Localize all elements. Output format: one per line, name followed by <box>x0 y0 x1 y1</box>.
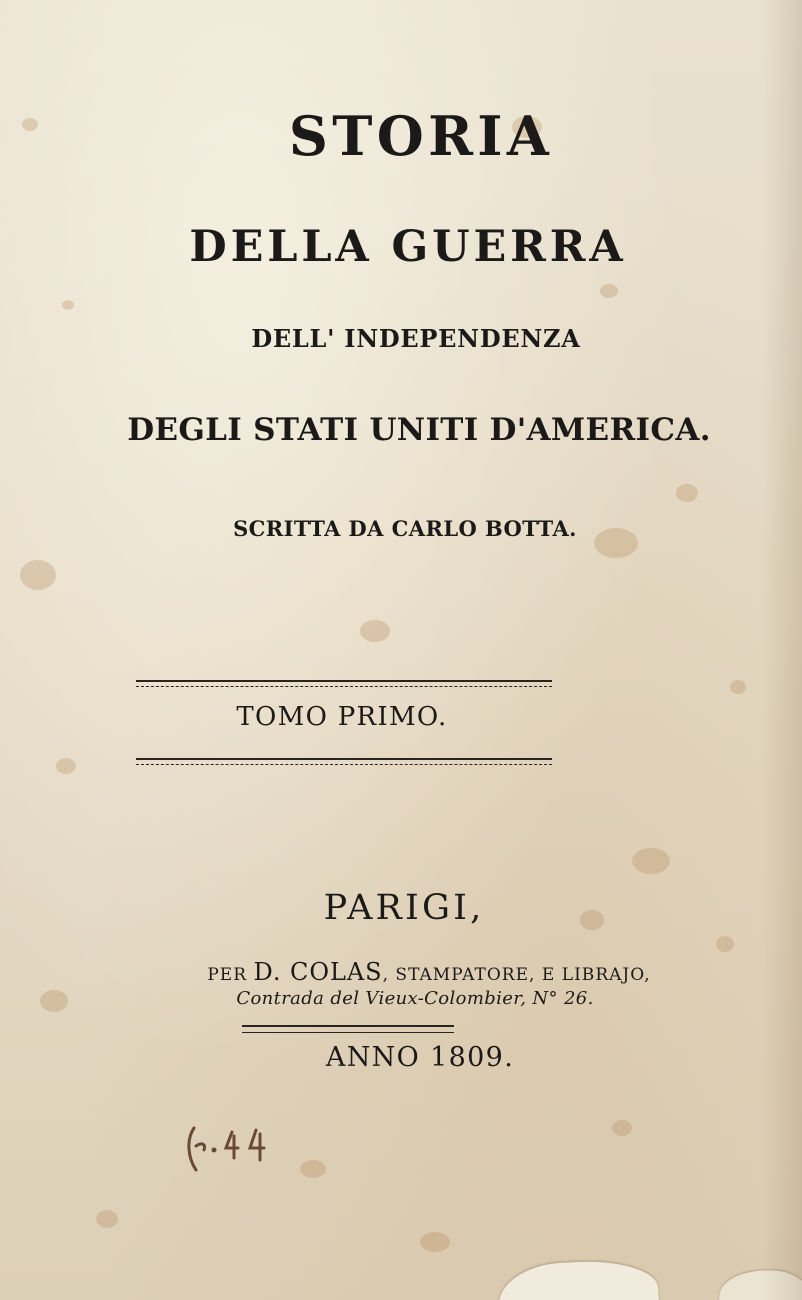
publisher-suffix: , STAMPATORE, E LIBRAJO, <box>382 965 651 985</box>
publisher-name: D. COLAS <box>253 958 383 986</box>
book-title: STORIA <box>288 104 554 168</box>
subtitle-line-1: DELLA GUERRA <box>189 222 627 272</box>
subtitle-line-3: DEGLI STATI UNITI D'AMERICA. <box>127 412 711 448</box>
foxing-stain <box>56 758 76 774</box>
foxing-stain <box>612 1120 632 1136</box>
foxing-stain <box>730 680 746 694</box>
imprint-city: PARIGI, <box>323 888 485 928</box>
imprint-publisher <box>0 958 802 986</box>
foxing-stain <box>360 620 390 642</box>
author-line: SCRITTA DA CARLO BOTTA. <box>233 516 577 541</box>
ink-mark-icon <box>180 1118 290 1178</box>
foxing-stain <box>62 300 74 310</box>
foxing-stain <box>632 848 670 874</box>
foxing-stain <box>20 560 56 590</box>
foxing-stain <box>420 1232 450 1252</box>
foxing-stain <box>716 936 734 952</box>
torn-paper-edge <box>719 1267 802 1300</box>
foxing-stain <box>600 284 618 298</box>
volume-label: TOMO PRIMO. <box>236 702 448 732</box>
foxing-stain <box>676 484 698 502</box>
subtitle-line-2: DELL' INDEPENDENZA <box>251 324 581 353</box>
rule-above-volume <box>136 680 552 687</box>
foxing-stain <box>96 1210 118 1228</box>
double-rule <box>242 1025 454 1033</box>
publisher-prefix: PER <box>207 965 248 985</box>
foxing-stain <box>300 1160 326 1178</box>
imprint-year: ANNO 1809. <box>325 1042 515 1073</box>
rule-below-volume <box>136 758 552 765</box>
torn-paper-edge <box>497 1258 659 1300</box>
imprint-address: Contrada del Vieux-Colombier, N° 26. <box>236 988 594 1009</box>
